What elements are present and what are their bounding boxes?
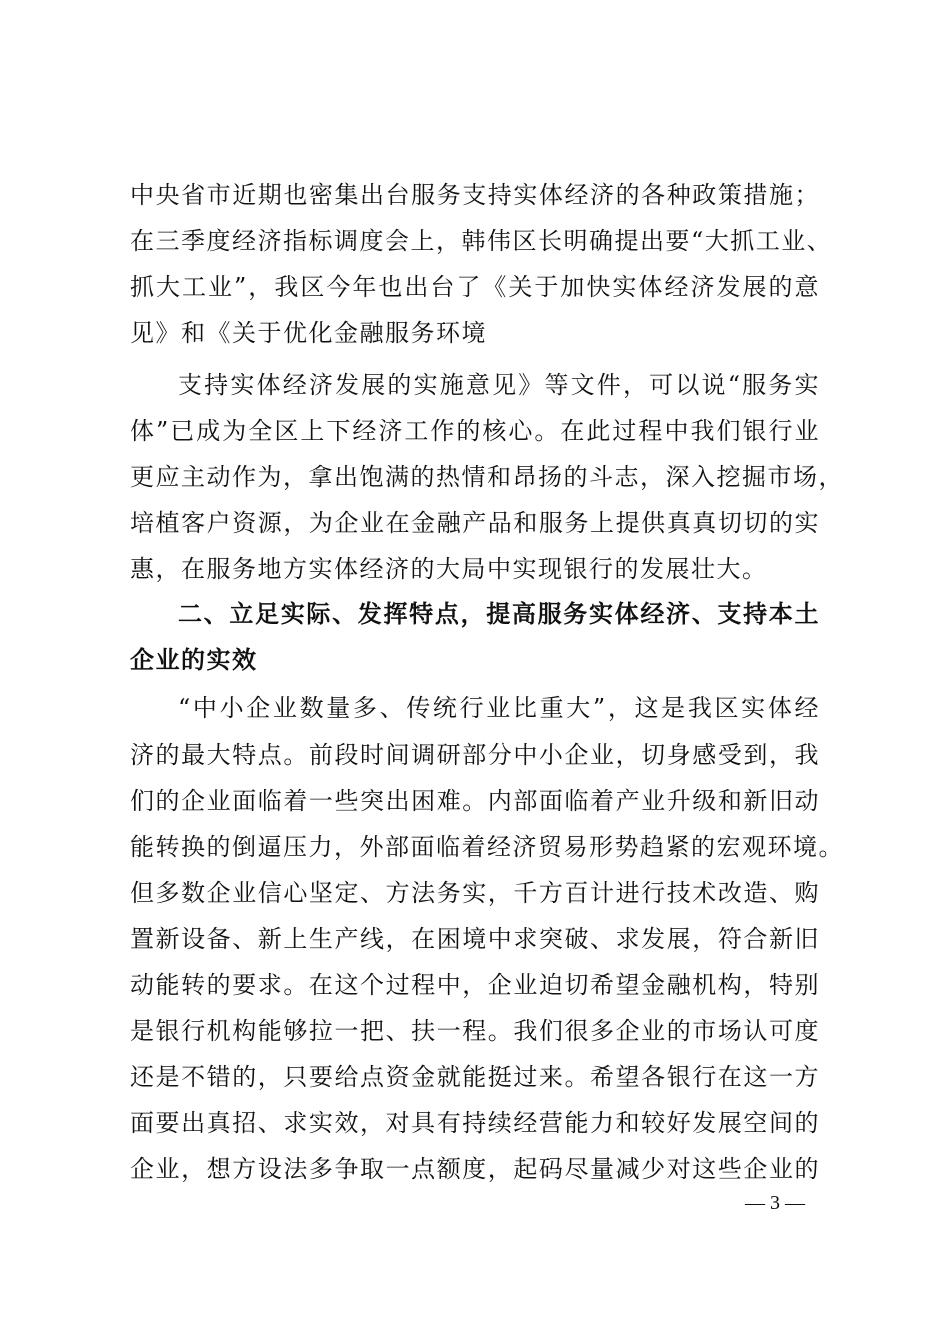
paragraph-3-line-11: 企业，想方设法多争取一点额度，起码尽量减少对这些企业的 [130,1155,820,1183]
paragraph-3-line-1: “中小企业数量多、传统行业比重大”，这是我区实体经 [178,694,820,722]
paragraph-3-line-5: 但多数企业信心坚定、方法务实，千方百计进行技术改造、购 [130,879,820,907]
paragraph-1-line-1: 中央省市近期也密集出台服务支持实体经济的各种政策措施； [130,181,820,209]
paragraph-3-line-10: 面要出真招、求实效，对具有持续经营能力和较好发展空间的 [130,1109,820,1137]
paragraph-2-line-2: 体”已成为全区上下经济工作的核心。在此过程中我们银行业 [130,417,820,445]
paragraph-3-line-6: 置新设备、新上生产线，在困境中求突破、求发展，符合新旧 [130,925,820,953]
paragraph-2-line-1: 支持实体经济发展的实施意见》等文件，可以说“服务实 [178,371,820,399]
paragraph-1-line-4: 见》和《关于优化金融服务环境 [130,319,487,347]
paragraph-3-line-9: 还是不错的，只要给点资金就能挺过来。希望各银行在这一方 [130,1063,820,1091]
section-heading-line-1: 二、立足实际、发挥特点，提高服务实体经济、支持本土 [178,600,820,628]
paragraph-3-line-2: 济的最大特点。前段时间调研部分中小企业，切身感受到，我 [130,741,820,769]
paragraph-1-line-2: 在三季度经济指标调度会上，韩伟区长明确提出要“大抓工业、 [130,227,833,255]
page-number: — 3 — [745,1192,805,1214]
paragraph-1-line-3: 抓大工业”，我区今年也出台了《关于加快实体经济发展的意 [130,273,820,301]
paragraph-2-line-5: 惠，在服务地方实体经济的大局中实现银行的发展壮大。 [130,555,768,583]
section-heading-line-2: 企业的实效 [130,646,258,674]
paragraph-3-line-3: 们的企业面临着一些突出困难。内部面临着产业升级和新旧动 [130,787,820,815]
paragraph-2-line-3: 更应主动作为，拿出饱满的热情和昂扬的斗志，深入挖掘市场， [130,463,844,491]
paragraph-2-line-4: 培植客户资源，为企业在金融产品和服务上提供真真切切的实 [130,509,820,537]
paragraph-3-line-8: 是银行机构能够拉一把、扶一程。我们很多企业的市场认可度 [130,1017,820,1045]
paragraph-3-line-4: 能转换的倒逼压力，外部面临着经济贸易形势趋紧的宏观环境。 [130,833,844,861]
paragraph-3-line-7: 动能转的要求。在这个过程中，企业迫切希望金融机构，特别 [130,971,820,999]
